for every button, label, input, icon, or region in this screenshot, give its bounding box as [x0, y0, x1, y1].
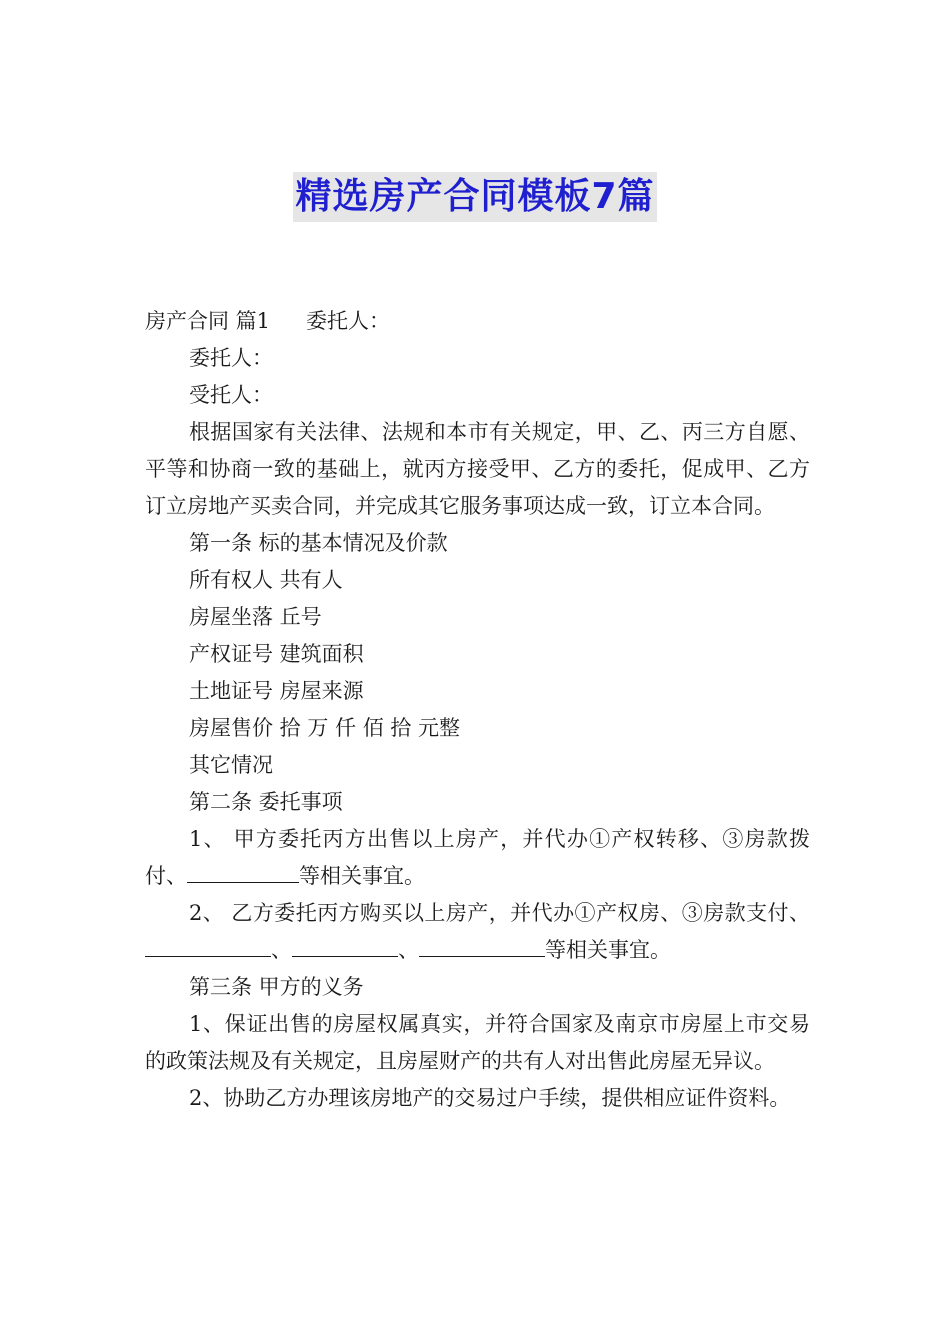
first-line-tail: 委托人：	[306, 309, 391, 333]
paragraph: 根据国家有关法律、法规和本市有关规定，甲、乙、丙三方自愿、平等和协商一致的基础上，就丙方接受甲、乙方的委托，促成甲、乙方订立房地产买卖合同，并完成其它服务事项达成一致，订立本合同。	[145, 420, 810, 518]
document-body	[145, 303, 810, 1117]
paragraph: 受托人：	[189, 383, 273, 407]
item2-tail: 等相关事宜。	[545, 938, 671, 962]
paragraph: 房屋售价 拾 万 仟 佰 拾 元整	[189, 716, 461, 740]
paragraph: 产权证号 建筑面积	[189, 642, 364, 666]
paragraph: 委托人：	[189, 346, 273, 370]
title-wrap	[0, 172, 950, 222]
paragraph: 第二条 委托事项	[189, 790, 343, 814]
page-title: 精选房产合同模板7篇	[293, 172, 656, 222]
item1-text: 1、 甲方委托丙方出售以上房产，并代办①产权转移、③房款拨付、	[145, 827, 810, 888]
fill-blank	[187, 860, 299, 883]
fill-blank	[419, 934, 545, 957]
paragraph: 1、保证出售的房屋权属真实，并符合国家及南京市房屋上市交易的政策法规及有关规定，且房屋财产的共有人对出售此房屋无异议。	[145, 1012, 810, 1073]
paragraph-item-1	[145, 821, 810, 895]
paragraph-item-2	[145, 895, 810, 969]
paragraph-heading	[145, 303, 810, 340]
item2-sep1: 、	[271, 938, 292, 962]
paragraph: 第三条 甲方的义务	[189, 975, 364, 999]
paragraph: 其它情况	[189, 753, 273, 777]
section-heading: 房产合同 篇1	[145, 309, 271, 333]
paragraph: 土地证号 房屋来源	[189, 679, 364, 703]
fill-blank	[145, 934, 271, 957]
paragraph: 所有权人 共有人	[189, 568, 343, 592]
item2-text: 2、 乙方委托丙方购买以上房产，并代办①产权房、③房款支付、	[189, 901, 810, 925]
paragraph: 房屋坐落 丘号	[189, 605, 322, 629]
fill-blank	[292, 934, 398, 957]
paragraph: 2、协助乙方办理该房地产的交易过户手续，提供相应证件资料。	[189, 1086, 791, 1110]
item2-sep2: 、	[398, 938, 419, 962]
item1-tail: 等相关事宜。	[299, 864, 425, 888]
paragraph: 第一条 标的基本情况及价款	[189, 531, 448, 555]
